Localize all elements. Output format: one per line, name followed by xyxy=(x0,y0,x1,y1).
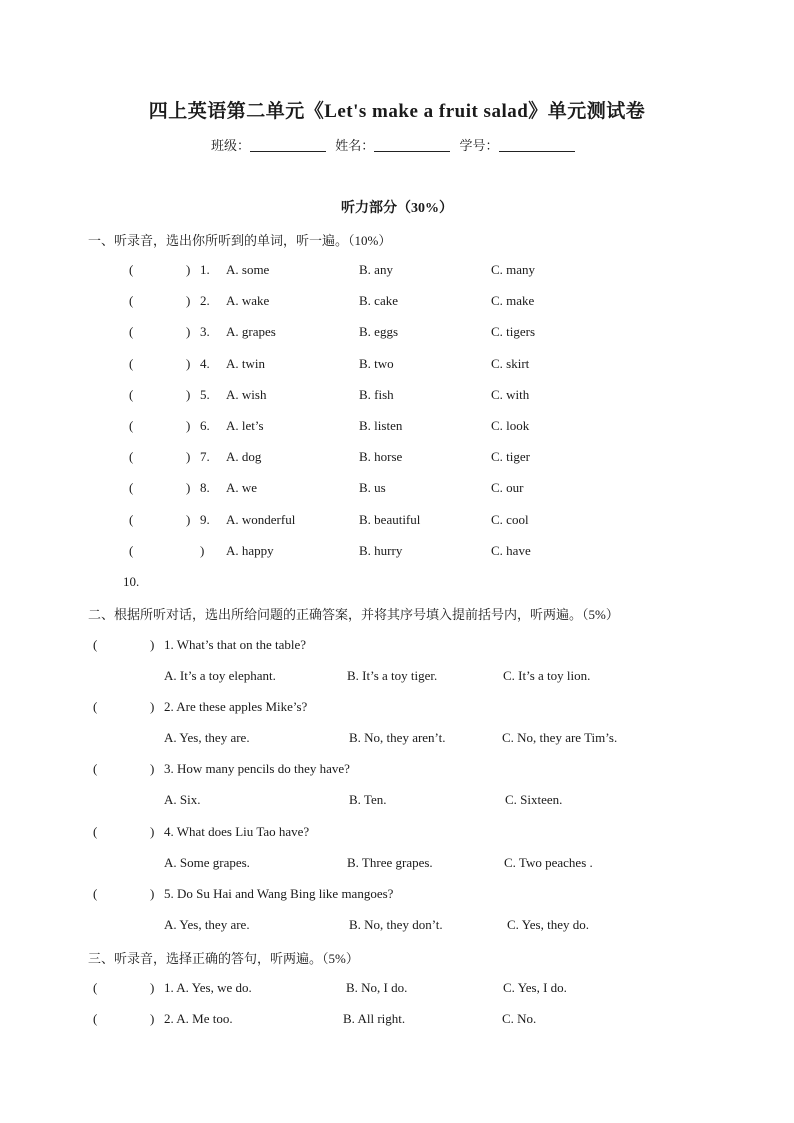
section1-heading: 一、听录音，选出你所听到的单词，听一遍。（10%） xyxy=(88,233,392,248)
option-c: C. No, they are Tim’s. xyxy=(502,730,618,745)
answer-paren-open[interactable]: ( xyxy=(129,293,134,308)
section3-heading: 三、听录音，选择正确的答句，听两遍。（5%） xyxy=(88,951,359,966)
question-text: 4. What does Liu Tao have? xyxy=(164,824,310,839)
part-heading: 听力部分（30%） xyxy=(341,201,453,216)
item-10-number: 10. xyxy=(123,574,140,589)
answer-paren-open[interactable]: ( xyxy=(129,387,134,402)
item-number: 8. xyxy=(200,480,210,495)
question-text: 3. How many pencils do they have? xyxy=(164,761,350,776)
option-c: C. with xyxy=(491,387,530,402)
answer-paren-close: ) xyxy=(186,449,191,464)
question-text: 1. What’s that on the table? xyxy=(164,637,306,652)
option-c: C. tiger xyxy=(491,449,530,464)
option-c: C. Two peaches . xyxy=(504,855,593,870)
item-number: 9. xyxy=(200,512,210,527)
option-a: A. Yes, they are. xyxy=(164,917,250,932)
option-b: B. cake xyxy=(359,293,398,308)
answer-paren-close: ) xyxy=(186,512,191,527)
item-number: 6. xyxy=(200,418,210,433)
answer-paren-open[interactable]: ( xyxy=(93,980,98,995)
option-b: B. two xyxy=(359,356,394,371)
option-b: B. listen xyxy=(359,418,403,433)
answer-paren-close: ) xyxy=(150,980,155,995)
question-text: 5. Do Su Hai and Wang Bing like mangoes? xyxy=(164,886,394,901)
option-a: A. happy xyxy=(226,543,274,558)
answer-paren-close: ) xyxy=(150,1011,155,1026)
answer-paren-close: ) xyxy=(186,480,191,495)
item-number: 5. xyxy=(200,387,210,402)
answer-paren-open[interactable]: ( xyxy=(129,480,134,495)
option-c: C. Sixteen. xyxy=(505,792,563,807)
option-c: C. cool xyxy=(491,512,529,527)
option-c: C. have xyxy=(491,543,531,558)
answer-paren-close: ) xyxy=(186,356,191,371)
option-a: A. wish xyxy=(226,387,267,402)
option-b: B. any xyxy=(359,262,393,277)
answer-paren-close: ) xyxy=(186,324,191,339)
answer-paren-open[interactable]: ( xyxy=(93,1011,98,1026)
option-c: C. make xyxy=(491,293,535,308)
option-b: B. beautiful xyxy=(359,512,421,527)
option-a: A. dog xyxy=(226,449,262,464)
option-c: C. Yes, they do. xyxy=(507,917,589,932)
answer-paren-close: ) xyxy=(186,262,191,277)
answer-paren-close: ) xyxy=(186,387,191,402)
option-c: C. tigers xyxy=(491,324,536,339)
option-a: 1. A. Yes, we do. xyxy=(164,980,252,995)
item-number: 4. xyxy=(200,356,210,371)
answer-paren-close: ) xyxy=(150,886,155,901)
option-c: C. many xyxy=(491,262,536,277)
item-number: 1. xyxy=(200,262,210,277)
option-a: A. let’s xyxy=(226,418,264,433)
option-a: A. Some grapes. xyxy=(164,855,250,870)
exam-title: 四上英语第二单元《Let's make a fruit salad》单元测试卷 xyxy=(148,101,646,122)
option-a: A. Yes, they are. xyxy=(164,730,250,745)
answer-paren-close: ) xyxy=(200,543,205,558)
option-c: C. Yes, I do. xyxy=(503,980,567,995)
answer-paren-open[interactable]: ( xyxy=(129,512,134,527)
name-label: 姓名： xyxy=(335,138,375,153)
answer-paren-close: ) xyxy=(150,761,155,776)
item-number: 2. xyxy=(200,293,210,308)
answer-paren-open[interactable]: ( xyxy=(93,824,98,839)
option-b: B. us xyxy=(359,480,386,495)
option-c: C. our xyxy=(491,480,524,495)
option-a: A. some xyxy=(226,262,270,277)
answer-paren-open[interactable]: ( xyxy=(129,449,134,464)
option-b: B. No, I do. xyxy=(346,980,408,995)
answer-paren-open[interactable]: ( xyxy=(93,886,98,901)
item-number: 3. xyxy=(200,324,210,339)
option-b: B. It’s a toy tiger. xyxy=(347,668,438,683)
answer-paren-open[interactable]: ( xyxy=(93,761,98,776)
option-b: B. hurry xyxy=(359,543,403,558)
option-b: B. Three grapes. xyxy=(347,855,433,870)
answer-paren-close: ) xyxy=(186,293,191,308)
answer-paren-open[interactable]: ( xyxy=(93,637,98,652)
item-number: 7. xyxy=(200,449,210,464)
option-c: C. look xyxy=(491,418,530,433)
number-blank[interactable] xyxy=(499,139,575,152)
answer-paren-open[interactable]: ( xyxy=(129,418,134,433)
answer-paren-close: ) xyxy=(150,699,155,714)
option-a: A. Six. xyxy=(164,792,201,807)
option-a: A. wake xyxy=(226,293,270,308)
answer-paren-close: ) xyxy=(150,637,155,652)
answer-paren-close: ) xyxy=(186,418,191,433)
answer-paren-open[interactable]: ( xyxy=(129,262,134,277)
option-a: A. wonderful xyxy=(226,512,296,527)
option-b: B. eggs xyxy=(359,324,398,339)
class-label: 班级： xyxy=(211,138,251,153)
answer-paren-open[interactable]: ( xyxy=(129,543,134,558)
answer-paren-open[interactable]: ( xyxy=(129,324,134,339)
option-a: A. It’s a toy elephant. xyxy=(164,668,276,683)
answer-paren-open[interactable]: ( xyxy=(93,699,98,714)
option-b: B. No, they don’t. xyxy=(349,917,443,932)
option-b: B. No, they aren’t. xyxy=(349,730,446,745)
option-b: B. Ten. xyxy=(349,792,387,807)
section2-heading: 二、根据所听对话，选出所给问题的正确答案，并将其序号填入提前括号内，听两遍。（5%） xyxy=(88,607,619,622)
option-b: B. horse xyxy=(359,449,403,464)
answer-paren-open[interactable]: ( xyxy=(129,356,134,371)
option-c: C. No. xyxy=(502,1011,537,1026)
option-a: A. grapes xyxy=(226,324,276,339)
class-blank[interactable] xyxy=(250,139,326,152)
option-a: A. twin xyxy=(226,356,265,371)
option-c: C. skirt xyxy=(491,356,530,371)
option-b: B. fish xyxy=(359,387,394,402)
question-text: 2. Are these apples Mike’s? xyxy=(164,699,308,714)
name-blank[interactable] xyxy=(374,139,450,152)
option-b: B. All right. xyxy=(343,1011,406,1026)
number-label: 学号： xyxy=(459,138,499,153)
answer-paren-close: ) xyxy=(150,824,155,839)
option-a: A. we xyxy=(226,480,258,495)
option-c: C. It’s a toy lion. xyxy=(503,668,591,683)
option-a: 2. A. Me too. xyxy=(164,1011,233,1026)
student-info xyxy=(211,135,581,154)
